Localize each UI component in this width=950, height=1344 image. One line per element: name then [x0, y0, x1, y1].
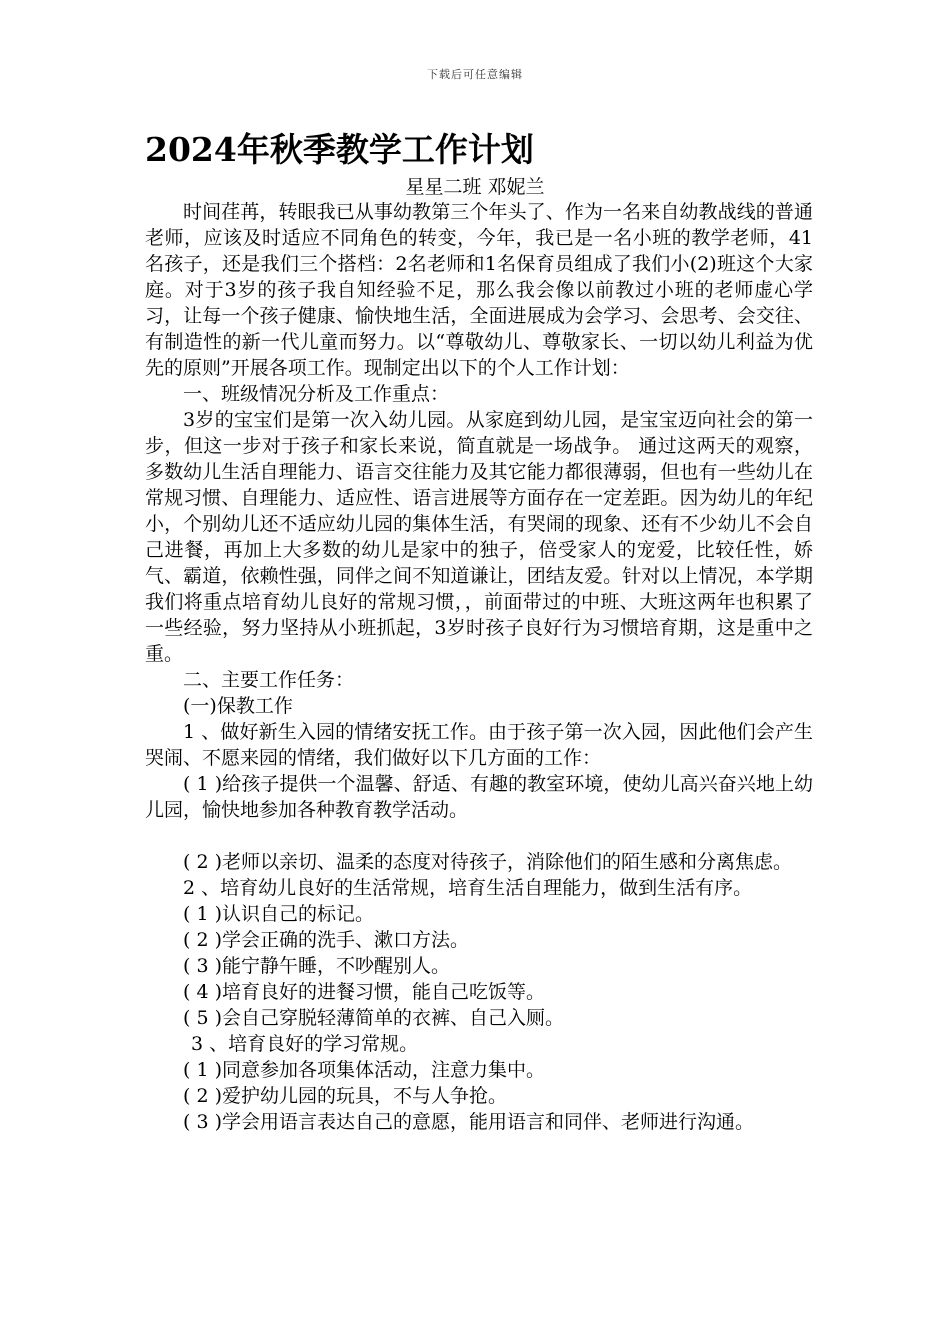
task-item-2: 2 、培育幼儿良好的生活常规，培育生活自理能力，做到生活有序。	[183, 877, 753, 899]
document-title: 2024年秋季教学工作计划	[145, 130, 534, 169]
task-subitem: ( 2 )老师以亲切、温柔的态度对待孩子，消除他们的陌生感和分离焦虑。	[183, 851, 792, 873]
author-line: 星星二班 邓妮兰	[405, 176, 545, 198]
analysis-paragraph: 3岁的宝宝们是第一次入幼儿园。从家庭到幼儿园，是宝宝迈向社会的第一步，但这一步对于孩子和家长来说，简直就是一场战争。 通过这两天的观察，多数幼儿生活自理能力、语言交往能力及其它能力都很薄弱，但也有一些幼儿在常规习惯、自理能力、适应性、语言进展等方面存在一定差距。因为幼儿的年纪小，个别幼儿还不适应幼儿园的集体生活，有哭闹的现象、还有不少幼儿不会自己进餐，再加上大多数的幼儿是家中的独子，倍受家人的宠爱，比较任性，娇气、霸道，依赖性强，同伴之间不知道谦让，团结友爱。针对以上情况，本学期我们将重点培育幼儿良好的常规习惯，，前面带过的中班、大班这两年也积累了一些经验，努力坚持从小班抓起，3岁时孩子良好行为习惯培育期，这是重中之重。	[145, 409, 813, 665]
task-subitem: ( 1 )同意参加各项集体活动，注意力集中。	[183, 1059, 545, 1081]
intro-paragraph: 时间荏苒，转眼我已从事幼教第三个年头了、作为一名来自幼教战线的普通老师，应该及时适应不同角色的转变，今年，我已是一名小班的教学老师，41名孩子，还是我们三个搭档：2名老师和1名保育员组成了我们小(2)班这个大家庭。对于3岁的孩子我自知经验不足，那么我会像以前教过小班的老师虚心学习，让每一个孩子健康、愉快地生活，全面进展成为会学习、会思考、会交往、有制造性的新一代儿童而努力。以“尊敬幼儿、尊敬家长、一切以幼儿利益为优先的原则”开展各项工作。现制定出以下的个人工作计划：	[145, 201, 813, 379]
page-header: 下载后可任意编辑	[427, 68, 523, 81]
subsection-heading: (一)保教工作	[183, 695, 293, 717]
task-subitem: ( 3 )学会用语言表达自己的意愿，能用语言和同伴、老师进行沟通。	[183, 1111, 754, 1133]
task-item-1: 1 、做好新生入园的情绪安抚工作。由于孩子第一次入园，因此他们会产生哭闹、不愿来园的情绪，我们做好以下几方面的工作：	[145, 721, 813, 769]
task-subitem: ( 5 )会自己穿脱轻薄简单的衣裤、自己入厕。	[183, 1007, 564, 1029]
section-heading-1: 一、班级情况分析及工作重点：	[183, 383, 450, 405]
task-subitem: ( 1 )给孩子提供一个温馨、舒适、有趣的教室环境，使幼儿高兴奋兴地上幼儿园，愉快地参加各种教育教学活动。	[145, 773, 813, 821]
document-body	[145, 199, 813, 1135]
task-subitem: ( 2 )学会正确的洗手、漱口方法。	[183, 929, 469, 951]
task-subitem: ( 1 )认识自己的标记。	[183, 903, 374, 925]
section-heading-2: 二、主要工作任务：	[183, 669, 355, 691]
task-subitem: ( 4 )培育良好的进餐习惯，能自己吃饭等。	[183, 981, 545, 1003]
task-item-3: 3 、培育良好的学习常规。	[191, 1033, 419, 1055]
task-subitem: ( 2 )爱护幼儿园的玩具，不与人争抢。	[183, 1085, 507, 1107]
blank-line	[145, 823, 813, 849]
task-subitem: ( 3 )能宁静午睡，不吵醒别人。	[183, 955, 450, 977]
